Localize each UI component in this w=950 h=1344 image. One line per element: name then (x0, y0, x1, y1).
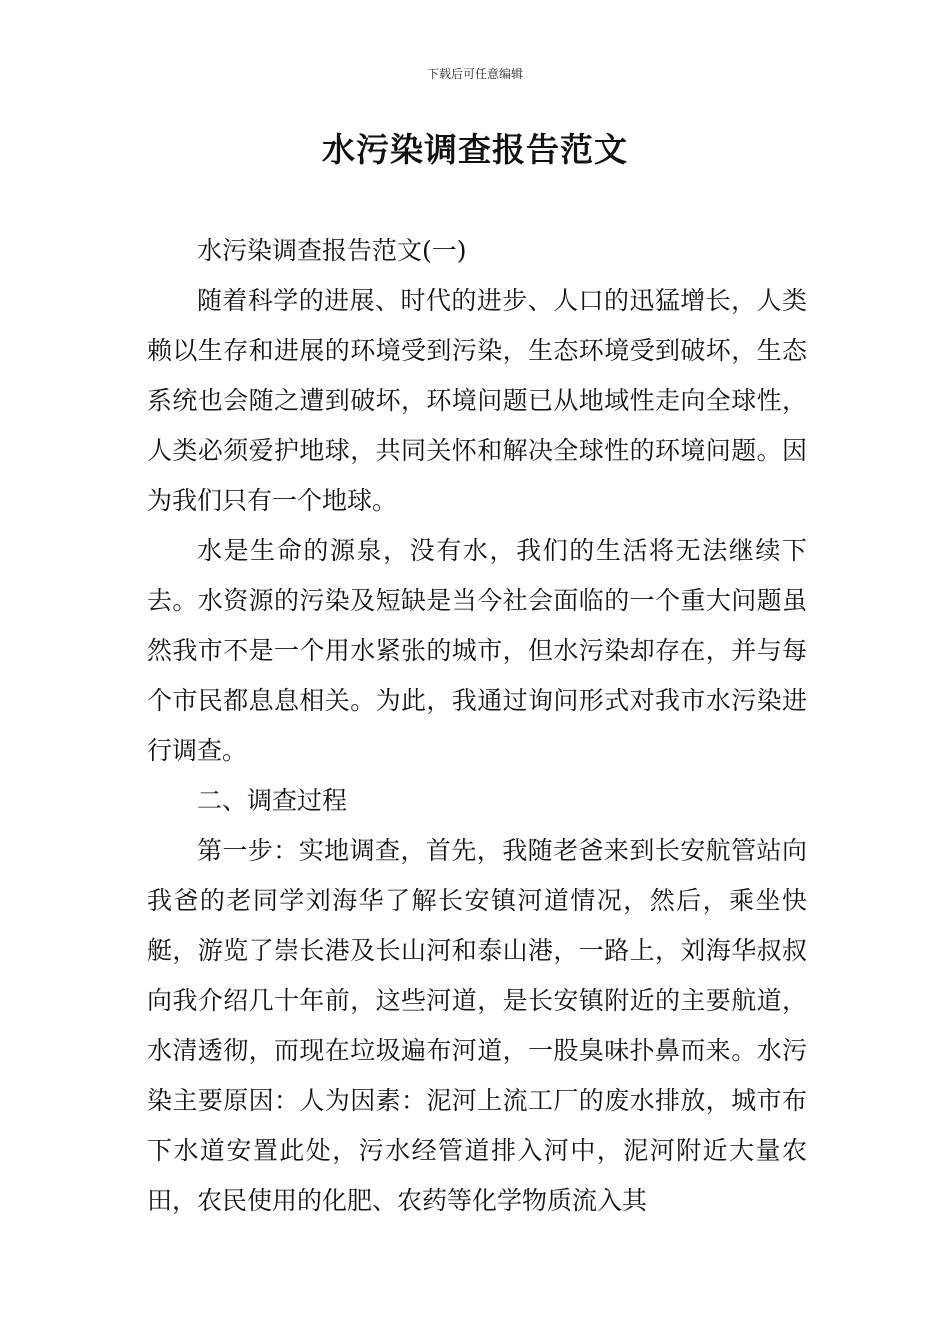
page-title: 水污染调查报告范文 (322, 130, 628, 169)
document-body (147, 226, 807, 1226)
section-heading: 二、调查过程 (197, 786, 348, 815)
body-paragraph: 随着科学的进展、时代的进步、人口的迅猛增长，人类赖以生存和进展的环境受到污染，生态环境受到破坏，生态系统也会随之遭到破坏，环境问题已从地域性走向全球性，人类必须爱护地球，共同关怀和解决全球性的环境问题。因为我们只有一个地球。 (147, 286, 807, 515)
subtitle-paragraph: 水污染调查报告范文(一) (197, 236, 467, 265)
body-paragraph: 第一步：实地调查，首先，我随老爸来到长安航管站向我爸的老同学刘海华了解长安镇河道情况，然后，乘坐快艇，游览了崇长港及长山河和泰山港，一路上，刘海华叔叔向我介绍几十年前，这些河道，是长安镇附近的主要航道，水清透彻，而现在垃圾遍布河道，一股臭味扑鼻而来。水污染主要原因：人为因素：泥河上流工厂的废水排放，城市布下水道安置此处，污水经管道排入河中，泥河附近大量农田，农民使用的化肥、农药等化学物质流入其 (147, 836, 807, 1215)
header-note: 下载后可任意编辑 (426, 67, 523, 81)
body-paragraph: 水是生命的源泉，没有水，我们的生活将无法继续下去。水资源的污染及短缺是当今社会面临的一个重大问题虽然我市不是一个用水紧张的城市，但水污染却存在，并与每个市民都息息相关。为此，我通过询问形式对我市水污染进行调查。 (147, 536, 807, 765)
